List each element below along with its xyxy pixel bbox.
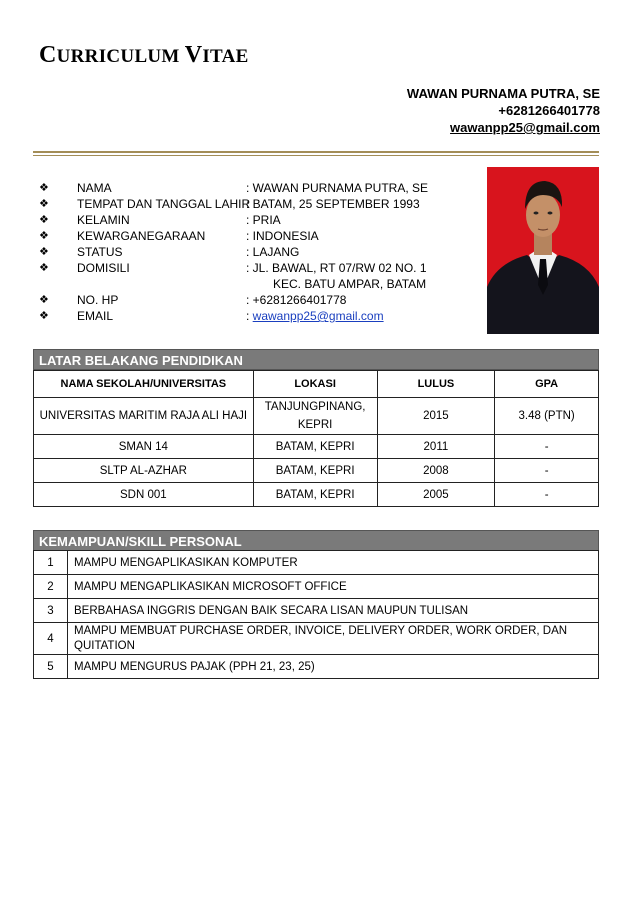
info-label: NAMA	[77, 181, 112, 195]
header-phone: +6281266401778	[498, 103, 600, 118]
table-cell: SLTP AL-AZHAR	[34, 459, 254, 483]
info-value: : INDONESIA	[246, 229, 319, 243]
skills-section-title: KEMAMPUAN/SKILL PERSONAL	[33, 530, 599, 551]
table-row	[34, 483, 599, 507]
info-label: TEMPAT DAN TANGGAL LAHIR	[77, 197, 251, 211]
info-label: DOMISILI	[77, 261, 130, 275]
skill-number: 3	[34, 599, 68, 623]
info-value: : LAJANG	[246, 245, 300, 259]
title-letter-c: C	[39, 42, 57, 68]
profile-photo	[487, 167, 599, 334]
table-row	[34, 435, 599, 459]
table-cell: BATAM, KEPRI	[253, 435, 377, 459]
table-cell: BATAM, KEPRI	[253, 483, 377, 507]
skill-number: 2	[34, 575, 68, 599]
header-name: WAWAN PURNAMA PUTRA, SE	[406, 86, 600, 101]
title-word-rest2: ITAE	[202, 46, 249, 67]
info-value: : PRIA	[246, 213, 281, 227]
table-row	[34, 459, 599, 483]
diamond-bullet-icon: ❖	[39, 246, 49, 258]
info-label: KELAMIN	[77, 213, 130, 227]
table-cell: 2011	[377, 435, 495, 459]
column-header: LULUS	[377, 371, 495, 398]
info-label: EMAIL	[77, 309, 114, 323]
diamond-bullet-icon: ❖	[39, 182, 49, 194]
info-value: : BATAM, 25 SEPTEMBER 1993	[246, 197, 420, 211]
table-header-row	[34, 371, 599, 398]
table-cell: 2015	[377, 398, 495, 435]
table-cell: BATAM, KEPRI	[253, 459, 377, 483]
diamond-bullet-icon: ❖	[39, 294, 49, 306]
info-label: STATUS	[77, 245, 123, 259]
column-header: LOKASI	[253, 371, 377, 398]
diamond-bullet-icon: ❖	[39, 262, 49, 274]
table-cell: -	[495, 459, 599, 483]
table-cell: -	[495, 483, 599, 507]
table-row	[34, 623, 599, 655]
skill-number: 5	[34, 655, 68, 679]
skill-text: BERBAHASA INGGRIS DENGAN BAIK SECARA LISAN MAUPUN TULISAN	[68, 599, 599, 623]
skill-text: MAMPU MENGAPLIKASIKAN KOMPUTER	[68, 551, 599, 575]
divider-thin	[33, 155, 599, 156]
person-portrait-icon	[487, 167, 599, 334]
table-cell: 3.48 (PTN)	[495, 398, 599, 435]
skills-table	[33, 550, 599, 679]
info-label: KEWARGANEGARAAN	[77, 229, 206, 243]
info-label: NO. HP	[77, 293, 119, 307]
diamond-bullet-icon: ❖	[39, 214, 49, 226]
title-word-rest: URRICULUM	[56, 46, 185, 67]
skill-text-line2: QUITATION	[74, 639, 135, 652]
diamond-bullet-icon: ❖	[39, 310, 49, 322]
diamond-bullet-icon: ❖	[39, 198, 49, 210]
info-value	[246, 309, 384, 323]
column-header: GPA	[495, 371, 599, 398]
skill-text	[68, 623, 599, 655]
education-table	[33, 370, 599, 507]
table-cell: SMAN 14	[34, 435, 254, 459]
table-cell: UNIVERSITAS MARITIM RAJA ALI HAJI	[34, 398, 254, 435]
table-row	[34, 575, 599, 599]
table-cell: SDN 001	[34, 483, 254, 507]
info-value: : +6281266401778	[246, 293, 347, 307]
header-contact	[407, 85, 600, 136]
skill-text-line1: MAMPU MEMBUAT PURCHASE ORDER, INVOICE, DELIVERY ORDER, WORK ORDER, DAN	[74, 624, 568, 637]
skill-text: MAMPU MENGAPLIKASIKAN MICROSOFT OFFICE	[68, 575, 599, 599]
skill-number: 1	[34, 551, 68, 575]
skill-text: MAMPU MENGURUS PAJAK (PPH 21, 23, 25)	[68, 655, 599, 679]
diamond-bullet-icon: ❖	[39, 230, 49, 242]
info-value: KEC. BATU AMPAR, BATAM	[273, 277, 427, 291]
divider-thick	[33, 151, 599, 153]
table-row	[34, 655, 599, 679]
skill-number: 4	[34, 623, 68, 655]
info-value: : WAWAN PURNAMA PUTRA, SE	[246, 181, 429, 195]
column-header: NAMA SEKOLAH/UNIVERSITAS	[34, 371, 254, 398]
info-value: : JL. BAWAL, RT 07/RW 02 NO. 1	[246, 261, 427, 275]
location-line1: TANJUNGPINANG,	[264, 401, 366, 413]
header-email[interactable]: wawanpp25@gmail.com	[450, 120, 600, 135]
table-cell: -	[495, 435, 599, 459]
email-link[interactable]: wawanpp25@gmail.com	[252, 309, 384, 323]
table-row	[34, 551, 599, 575]
document-title	[39, 42, 249, 69]
location-line2: KEPRI	[297, 419, 333, 431]
table-cell: 2005	[377, 483, 495, 507]
table-row	[34, 398, 599, 435]
table-cell	[253, 398, 377, 435]
table-cell: 2008	[377, 459, 495, 483]
education-section-title: LATAR BELAKANG PENDIDIKAN	[33, 349, 599, 370]
colon: :	[246, 309, 253, 323]
table-row	[34, 599, 599, 623]
title-letter-v: V	[184, 42, 203, 68]
